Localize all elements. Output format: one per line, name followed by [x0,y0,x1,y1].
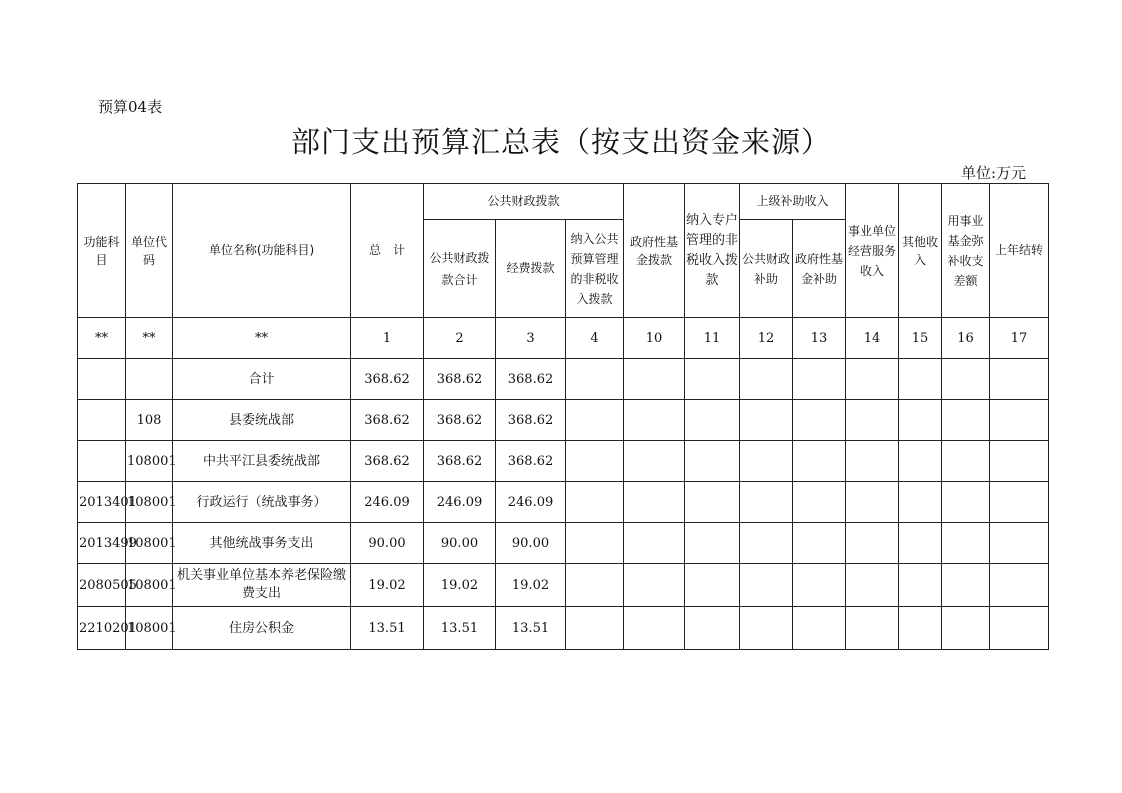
empty-cell [899,564,942,607]
empty-cell [566,564,624,607]
total-cell: 368.62 [351,441,424,482]
empty-cell [624,523,685,564]
empty-cell [740,400,793,441]
empty-cell [793,400,846,441]
total-cell: 90.00 [351,523,424,564]
form-number: 预算04表 [98,98,163,116]
index-row [78,318,1049,359]
operating-cell: 368.62 [496,400,566,441]
index-cell: ** [126,318,173,359]
index-cell: 4 [566,318,624,359]
unit-name-text: 机关事业单位基本养老保险缴费支出 [176,568,346,601]
header-public-fiscal-total: 公共财政拨款合计 [424,220,496,318]
table-row [78,523,1049,564]
table-row [78,482,1049,523]
unit-code-cell: 108001 [126,482,173,523]
empty-cell [846,607,899,650]
empty-cell [990,441,1049,482]
empty-cell [942,564,990,607]
table-row [78,400,1049,441]
header-nontax-budget: 纳入公共预算管理的非税收入拨款 [566,220,624,318]
empty-cell [846,564,899,607]
operating-cell: 368.62 [496,359,566,400]
empty-cell [899,523,942,564]
index-cell: 14 [846,318,899,359]
empty-cell [899,441,942,482]
empty-cell [846,400,899,441]
empty-cell [942,523,990,564]
empty-cell [685,607,740,650]
empty-cell [793,482,846,523]
total-cell: 246.09 [351,482,424,523]
empty-cell [624,607,685,650]
empty-cell [624,400,685,441]
empty-cell [566,441,624,482]
index-cell: ** [78,318,126,359]
operating-cell: 19.02 [496,564,566,607]
index-cell: ** [173,318,351,359]
total-cell: 368.62 [351,400,424,441]
empty-cell [740,564,793,607]
empty-cell [566,359,624,400]
index-cell: 15 [899,318,942,359]
func-code-cell [78,359,126,400]
page-title: 部门支出预算汇总表（按支出资金来源） [290,125,831,159]
empty-cell [740,523,793,564]
empty-cell [685,400,740,441]
unit-name-cell: 住房公积金 [173,607,351,650]
operating-cell: 246.09 [496,482,566,523]
header-total: 总 计 [351,184,424,318]
index-cell: 3 [496,318,566,359]
func-code-cell [78,400,126,441]
empty-cell [793,607,846,650]
total-cell: 13.51 [351,607,424,650]
func-code-cell: 2013499 [78,523,126,564]
header-gov-fund: 政府性基金拨款 [624,184,685,318]
fiscal-total-cell: 90.00 [424,523,496,564]
unit-label: 单位:万元 [960,164,1026,182]
index-cell: 17 [990,318,1049,359]
empty-cell [990,482,1049,523]
empty-cell [846,523,899,564]
empty-cell [566,400,624,441]
empty-cell [942,400,990,441]
empty-cell [846,482,899,523]
table-row [78,607,1049,650]
index-cell: 16 [942,318,990,359]
operating-cell: 90.00 [496,523,566,564]
empty-cell [685,441,740,482]
unit-code-cell: 108001 [126,441,173,482]
empty-cell [942,482,990,523]
empty-cell [793,441,846,482]
fiscal-total-cell: 368.62 [424,400,496,441]
empty-cell [942,441,990,482]
index-cell: 12 [740,318,793,359]
table-row [78,359,1049,400]
fiscal-total-cell: 368.62 [424,441,496,482]
unit-name-cell: 行政运行（统战事务） [173,482,351,523]
index-cell: 13 [793,318,846,359]
empty-cell [899,607,942,650]
header-business-income: 事业单位经营服务收入 [846,184,899,318]
empty-cell [740,482,793,523]
budget-table [77,183,1049,650]
header-gov-fund-subsidy: 政府性基金补助 [793,220,846,318]
empty-cell [740,607,793,650]
empty-cell [566,482,624,523]
empty-cell [566,607,624,650]
empty-cell [793,564,846,607]
empty-cell [685,523,740,564]
index-cell: 11 [685,318,740,359]
header-superior-subsidy: 上级补助收入 [740,184,846,220]
header-nontax-special: 纳入专户管理的非税收入拨款 [685,184,740,318]
empty-cell [990,564,1049,607]
table-row [78,564,1049,607]
fiscal-total-cell: 13.51 [424,607,496,650]
header-fund-offset: 用事业基金弥补收支差额 [942,184,990,318]
func-code-cell: 2210201 [78,607,126,650]
empty-cell [846,441,899,482]
empty-cell [685,564,740,607]
empty-cell [990,359,1049,400]
empty-cell [740,441,793,482]
empty-cell [624,482,685,523]
index-cell: 10 [624,318,685,359]
func-code-cell [78,441,126,482]
header-public-fiscal-subsidy: 公共财政补助 [740,220,793,318]
empty-cell [899,359,942,400]
fiscal-total-cell: 246.09 [424,482,496,523]
empty-cell [685,359,740,400]
func-code-cell: 2013401 [78,482,126,523]
header-unit-code: 单位代码 [126,184,173,318]
unit-code-cell: 108001 [126,564,173,607]
empty-cell [942,607,990,650]
empty-cell [685,482,740,523]
header-carryover: 上年结转 [990,184,1049,318]
index-cell: 2 [424,318,496,359]
total-cell: 368.62 [351,359,424,400]
header-operating: 经费拨款 [496,220,566,318]
empty-cell [990,607,1049,650]
header-func-code: 功能科目 [78,184,126,318]
empty-cell [624,359,685,400]
index-cell: 1 [351,318,424,359]
unit-code-cell: 108001 [126,607,173,650]
unit-name-cell [173,564,351,607]
func-code-cell: 2080505 [78,564,126,607]
empty-cell [942,359,990,400]
empty-cell [793,523,846,564]
table-row [78,441,1049,482]
total-cell: 19.02 [351,564,424,607]
empty-cell [899,482,942,523]
empty-cell [624,441,685,482]
unit-code-cell [126,359,173,400]
empty-cell [990,400,1049,441]
header-unit-name: 单位名称(功能科目) [173,184,351,318]
unit-name-cell: 其他统战事务支出 [173,523,351,564]
empty-cell [846,359,899,400]
fiscal-total-cell: 368.62 [424,359,496,400]
operating-cell: 368.62 [496,441,566,482]
unit-name-cell: 县委统战部 [173,400,351,441]
empty-cell [624,564,685,607]
header-other-income: 其他收入 [899,184,942,318]
header-public-fiscal: 公共财政拨款 [424,184,624,220]
empty-cell [899,400,942,441]
empty-cell [793,359,846,400]
empty-cell [566,523,624,564]
fiscal-total-cell: 19.02 [424,564,496,607]
operating-cell: 13.51 [496,607,566,650]
empty-cell [740,359,793,400]
empty-cell [990,523,1049,564]
unit-name-cell: 中共平江县委统战部 [173,441,351,482]
unit-name-cell: 合计 [173,359,351,400]
unit-code-cell: 108001 [126,523,173,564]
unit-code-cell: 108 [126,400,173,441]
